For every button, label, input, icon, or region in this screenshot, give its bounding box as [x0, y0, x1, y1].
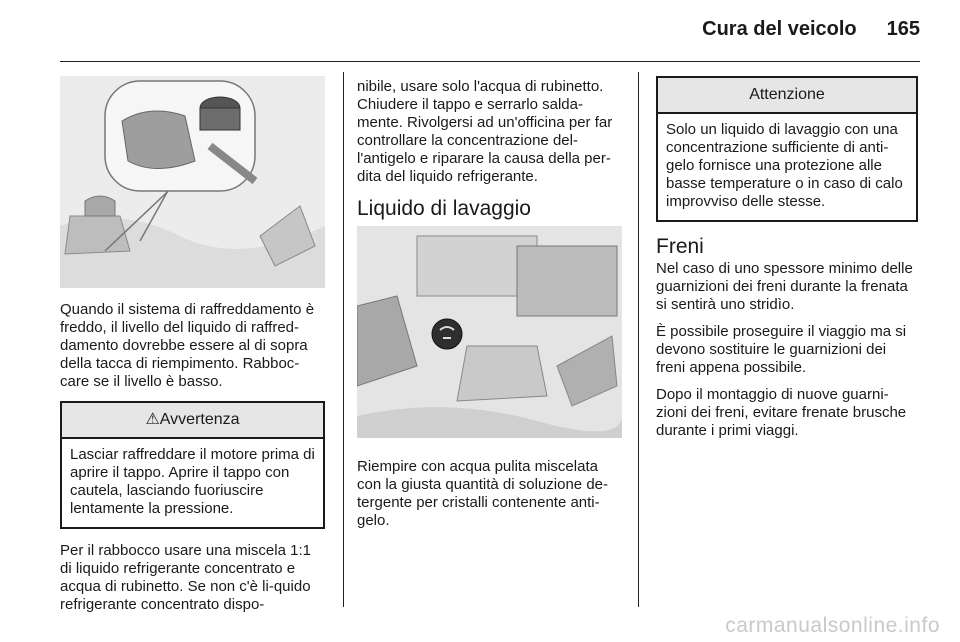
- brakes-text-2: È possibile proseguire il viaggio ma si devono sostituire le guarnizioni dei freni appena possibile.: [656, 323, 907, 376]
- warning-box: [60, 401, 325, 529]
- washer-fluid-heading: Liquido di lavaggio: [357, 197, 531, 220]
- page-header: [702, 18, 920, 41]
- column-divider-1: [343, 72, 344, 607]
- section-title: Cura del veicolo: [702, 18, 857, 40]
- notice-body: Solo un liquido di lavaggio con una concentrazione sufficiente di anti-gelo fornisce una protezione alle basse temperature o in caso di calo improvviso delle stesse.: [666, 121, 903, 210]
- header-rule: [60, 61, 920, 62]
- brakes-text-1: Nel caso di uno spessore minimo delle guarnizioni dei freni durante la frenata si sentirà uno stridìo.: [656, 260, 913, 313]
- brakes-text-3: Dopo il montaggio di nuove guarni-zioni dei freni, evitare frenate brusche durante i primi viaggi.: [656, 386, 907, 439]
- warning-icon: ⚠: [145, 411, 160, 428]
- warning-title: [62, 403, 323, 439]
- column-1: [60, 76, 325, 623]
- page-number: 165: [886, 18, 920, 40]
- washer-fluid-illustration: [357, 226, 622, 438]
- refill-text: Per il rabbocco usare una miscela 1:1 di liquido refrigerante concentrato e acqua di rubinetto. Se non c'è li-quido refrigerante concentrato dispo-: [60, 542, 311, 613]
- washer-fill-text: Riempire con acqua pulita miscelata con la giusta quantità di soluzione de-tergente per cristalli contenente anti-gelo.: [357, 458, 609, 529]
- column-divider-2: [638, 72, 639, 607]
- coolant-reservoir-illustration: [60, 76, 325, 288]
- notice-box: [656, 76, 918, 222]
- column-2: [357, 78, 622, 539]
- brakes-heading: Freni: [656, 235, 704, 258]
- coolant-level-text: Quando il sistema di raffreddamento è freddo, il livello del liquido di raffred-damento dovrebbe essere al di sopra della tacca di riempimento. Rabboc-care se il livello è basso.: [60, 301, 315, 390]
- column-3: [656, 76, 918, 449]
- warning-body: Lasciar raffreddare il motore prima di aprire il tappo. Aprire il tappo con cautela, lasciando fuoriuscire lentamente la pressione.: [70, 446, 315, 517]
- notice-title: Attenzione: [658, 78, 916, 114]
- coolant-continued-text: nibile, usare solo l'acqua di rubinetto. Chiudere il tappo e serrarlo salda-mente. Rivolgersi ad un'officina per far controllare la concentrazione del-l'antigelo e riparare la causa della per-dita del liquido refrigerante.: [357, 78, 613, 185]
- warning-title-text: Avvertenza: [159, 411, 240, 428]
- watermark: carmanualsonline.info: [725, 614, 940, 637]
